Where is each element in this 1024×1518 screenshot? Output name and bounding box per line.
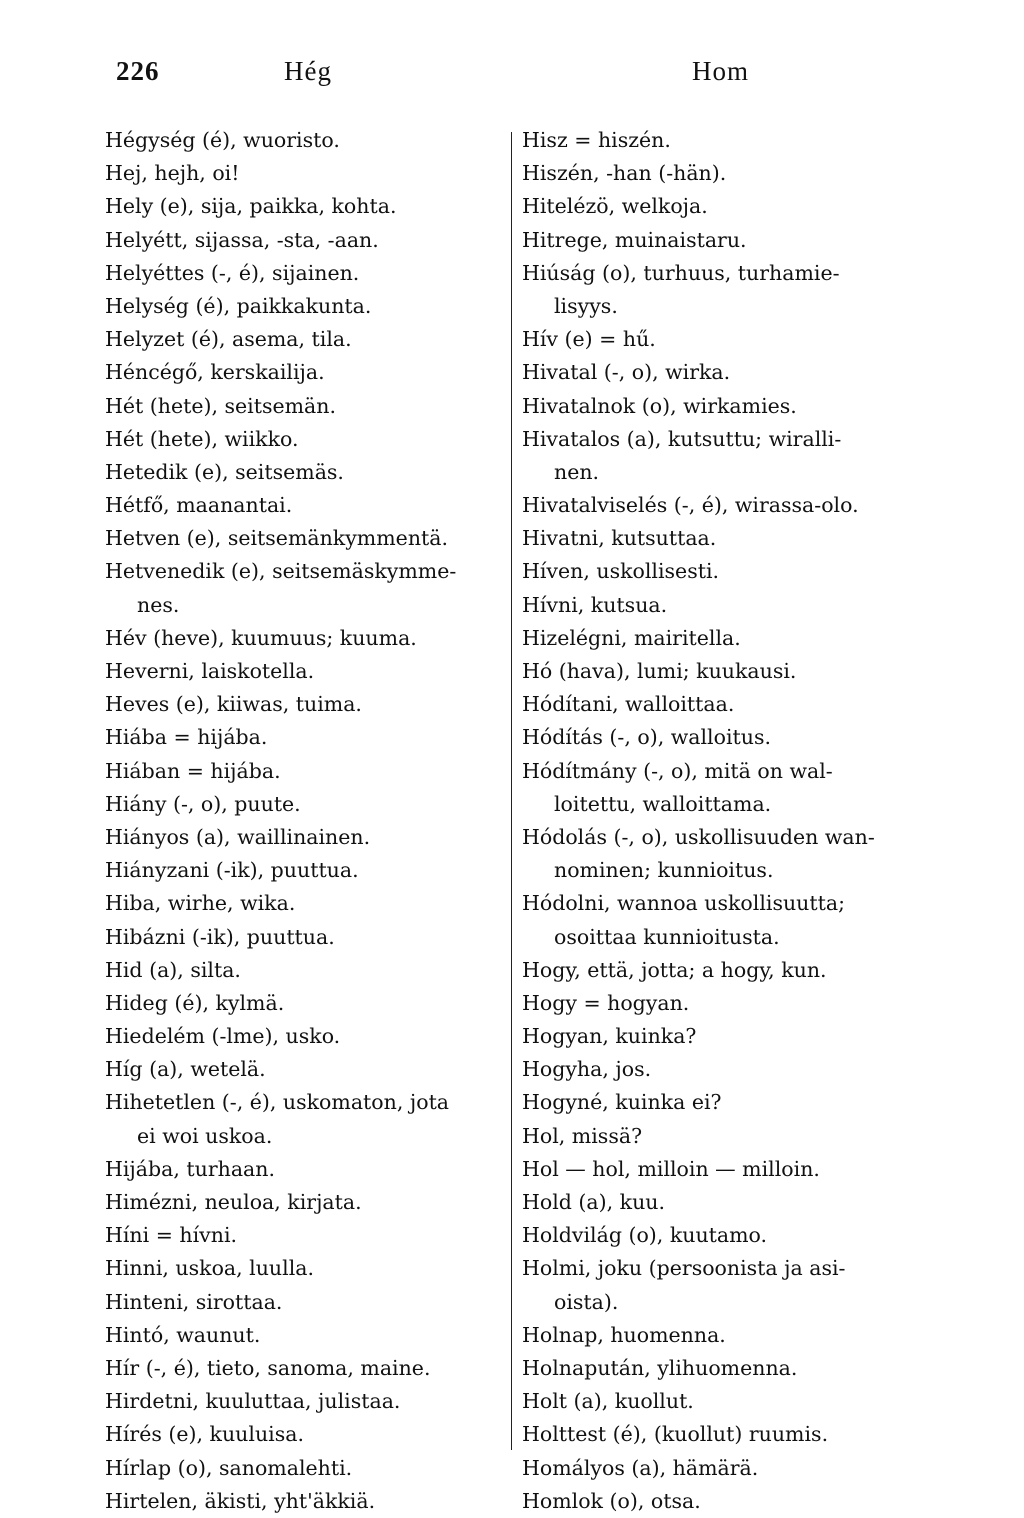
dictionary-entry: Hogy, että, jotta; a hogy, kun.: [522, 957, 827, 982]
page-header: [0, 52, 1024, 96]
dictionary-entry: Helység (é), paikkakunta.: [105, 293, 372, 318]
dictionary-entry: Homlok (o), otsa.: [522, 1488, 701, 1513]
dictionary-entry: Hideg (é), kylmä.: [105, 990, 285, 1015]
dictionary-entry: Hiány (-, o), puute.: [105, 791, 301, 816]
dictionary-entry-continuation: lisyys.: [554, 293, 618, 318]
dictionary-entry: Hijába, turhaan.: [105, 1156, 275, 1181]
dictionary-entry: Heverni, laiskotella.: [105, 659, 315, 683]
dictionary-entry: Hid (a), silta.: [105, 957, 241, 982]
dictionary-entry: Holdvilág (o), kuutamo.: [522, 1223, 768, 1248]
dictionary-entry: Hiedelém (-lme), usko.: [105, 1024, 341, 1049]
dictionary-entry: Holt (a), kuollut.: [522, 1389, 694, 1414]
dictionary-entry: Hibázni (-ik), puuttua.: [105, 924, 335, 949]
dictionary-entry: Hogy = hogyan.: [522, 990, 690, 1015]
dictionary-entry: Hír (-, é), tieto, sanoma, maine.: [105, 1355, 431, 1380]
dictionary-entry: Helyzet (é), asema, tila.: [105, 327, 352, 352]
dictionary-entry-continuation: nominen; kunnioitus.: [554, 858, 774, 883]
dictionary-entry: Hirdetni, kuuluttaa, julistaa.: [105, 1389, 401, 1414]
dictionary-entry: Híg (a), wetelä.: [105, 1057, 266, 1082]
dictionary-entry: Hizelégni, mairitella.: [522, 625, 741, 650]
dictionary-entry: Hetedik (e), seitsemäs.: [105, 459, 344, 484]
dictionary-entry: Híven, uskollisesti.: [522, 559, 720, 584]
dictionary-entry: Hivatni, kutsuttaa.: [522, 526, 717, 551]
dictionary-entry: Hol — hol, milloin — milloin.: [522, 1156, 820, 1181]
dictionary-entry: Hej, hejh, oi!: [105, 161, 240, 186]
dictionary-entry: Hitrege, muinaistaru.: [522, 227, 747, 252]
dictionary-entry: Hivatal (-, o), wirka.: [522, 360, 731, 385]
dictionary-entry: Hivatalos (a), kutsuttu; wiralli-: [522, 426, 842, 451]
dictionary-entry: Hiába = hijába.: [105, 725, 268, 750]
dictionary-entry: Hol, missä?: [522, 1123, 643, 1148]
dictionary-entry: Hirtelen, äkisti, yht'äkkiä.: [105, 1488, 376, 1513]
dictionary-entry: Holmi, joku (persoonista ja asi-: [522, 1256, 846, 1281]
dictionary-entry: Hódolás (-, o), uskollisuuden wan-: [522, 824, 875, 849]
dictionary-entry: Helyétt, sijassa, -sta, -aan.: [105, 227, 379, 252]
dictionary-entry: Hiányzani (-ik), puuttua.: [105, 858, 359, 883]
dictionary-entry: Hét (hete), wiikko.: [105, 426, 299, 451]
dictionary-entry: Hogyan, kuinka?: [522, 1024, 697, 1049]
dictionary-entry-continuation: oista).: [554, 1289, 619, 1314]
dictionary-entry: Hívni, kutsua.: [522, 592, 668, 617]
dictionary-entry: Hetven (e), seitsemänkymmentä.: [105, 526, 448, 551]
dictionary-entry: Hódítmány (-, o), mitä on wal-: [522, 758, 833, 783]
dictionary-entry: Hiúság (o), turhuus, turhamie-: [522, 260, 840, 285]
dictionary-entry: Hetvenedik (e), seitsemäskymme-: [105, 559, 457, 584]
dictionary-entry: Hétfő, maanantai.: [105, 493, 293, 518]
dictionary-entry: Hív (e) = hű.: [522, 327, 656, 352]
page-number: 226: [116, 56, 160, 86]
dictionary-entry: Hivatalviselés (-, é), wirassa-olo.: [522, 493, 859, 518]
left-guide-word: Hég: [284, 56, 332, 86]
left-column: [105, 124, 510, 1518]
dictionary-entry: Hiányos (a), waillinainen.: [105, 824, 371, 849]
dictionary-entry: Himézni, neuloa, kirjata.: [105, 1190, 362, 1214]
dictionary-entry-continuation: nes.: [137, 592, 180, 617]
dictionary-entry: Hisz = hiszén.: [522, 128, 671, 152]
dictionary-entry: Hódítani, walloittaa.: [522, 692, 735, 717]
right-column: [522, 124, 922, 1518]
dictionary-entry: Helyéttes (-, é), sijainen.: [105, 260, 360, 285]
dictionary-entry: Hév (heve), kuumuus; kuuma.: [105, 625, 417, 650]
right-guide-word: Hom: [692, 56, 749, 86]
dictionary-entry: Hét (hete), seitsemän.: [105, 393, 336, 418]
dictionary-entry: Hely (e), sija, paikka, kohta.: [105, 194, 397, 219]
dictionary-entry: Hinteni, sirottaa.: [105, 1289, 283, 1314]
dictionary-entry-continuation: osoittaa kunnioitusta.: [554, 924, 780, 949]
dictionary-entry: Hiában = hijába.: [105, 758, 281, 783]
dictionary-entry: Holnapután, ylihuomenna.: [522, 1355, 798, 1380]
column-divider: [511, 132, 512, 1450]
dictionary-entry: Hódolni, wannoa uskollisuutta;: [522, 891, 845, 916]
dictionary-entry: Hírés (e), kuuluisa.: [105, 1422, 304, 1447]
dictionary-entry: Héncégő, kerskailija.: [105, 360, 325, 385]
dictionary-entry: Hogyné, kuinka ei?: [522, 1090, 722, 1115]
dictionary-entry-continuation: nen.: [554, 459, 600, 484]
dictionary-entry: Hírlap (o), sanomalehti.: [105, 1455, 353, 1480]
dictionary-entry: Hihetetlen (-, é), uskomaton, jota: [105, 1090, 450, 1115]
dictionary-entry: Heves (e), kiiwas, tuima.: [105, 692, 362, 717]
dictionary-entry: Hó (hava), lumi; kuukausi.: [522, 659, 797, 683]
dictionary-entry: Hogyha, jos.: [522, 1057, 652, 1082]
dictionary-entry-continuation: loitettu, walloittama.: [554, 791, 772, 816]
dictionary-entry: Hintó, waunut.: [105, 1322, 261, 1347]
dictionary-entry: Homályos (a), hämärä.: [522, 1455, 759, 1480]
dictionary-entry: Hódítás (-, o), walloitus.: [522, 725, 771, 750]
dictionary-entry: Hiszén, -han (-hän).: [522, 161, 727, 186]
dictionary-entry: Hivatalnok (o), wirkamies.: [522, 393, 797, 418]
dictionary-entry: Híni = hívni.: [105, 1223, 238, 1248]
dictionary-entry: Holnap, huomenna.: [522, 1322, 726, 1347]
dictionary-entry: Hégység (é), wuoristo.: [105, 128, 340, 152]
dictionary-entry: Hiba, wirhe, wika.: [105, 891, 296, 916]
dictionary-entry: Hitelézö, welkoja.: [522, 194, 708, 219]
dictionary-entry-continuation: ei woi uskoa.: [137, 1123, 273, 1148]
dictionary-entry: Hinni, uskoa, luulla.: [105, 1256, 314, 1281]
dictionary-entry: Holttest (é), (kuollut) ruumis.: [522, 1422, 829, 1447]
dictionary-entry: Hold (a), kuu.: [522, 1190, 666, 1214]
